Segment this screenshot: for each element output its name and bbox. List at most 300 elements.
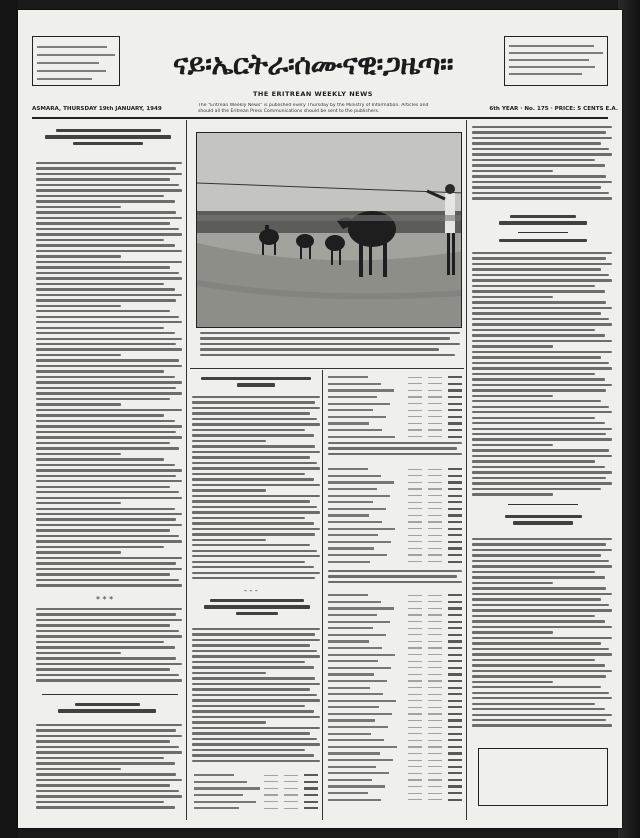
text-line — [192, 511, 320, 513]
text-line — [472, 417, 595, 419]
text-line — [472, 252, 612, 254]
photograph-icon — [197, 133, 462, 328]
text-line — [472, 493, 553, 495]
text-line — [192, 456, 310, 458]
text-line — [200, 332, 460, 334]
text-line — [192, 451, 320, 453]
scan-border-left — [0, 0, 18, 838]
center-second-body — [192, 628, 320, 768]
text-line — [472, 482, 612, 484]
text-line — [472, 664, 605, 666]
text-line — [36, 502, 121, 504]
table-row — [328, 717, 462, 724]
text-line — [472, 697, 612, 699]
text-line — [328, 453, 462, 455]
text-line — [472, 471, 612, 473]
text-line — [36, 250, 182, 252]
text-line — [36, 398, 170, 400]
text-line — [192, 688, 310, 690]
text-line — [36, 211, 176, 213]
text-line — [328, 575, 457, 577]
text-line — [36, 233, 182, 235]
text-line — [192, 517, 305, 519]
newspaper-page — [18, 10, 622, 828]
text-line — [472, 538, 612, 540]
text-line — [192, 401, 315, 403]
center-ornament: - - - — [244, 586, 258, 595]
left-second-body — [36, 724, 182, 816]
table-row — [328, 479, 462, 486]
table-row — [328, 407, 462, 414]
left-article-body — [36, 162, 182, 592]
center-price-list — [194, 772, 318, 812]
text-line — [36, 359, 179, 361]
text-line — [36, 392, 182, 394]
text-line — [192, 544, 310, 546]
text-line — [472, 433, 606, 435]
text-line — [192, 555, 320, 557]
text-line — [472, 406, 609, 408]
text-line — [36, 497, 182, 499]
text-line — [472, 708, 605, 710]
text-line — [192, 655, 320, 657]
text-line — [192, 528, 320, 530]
table-row — [328, 671, 462, 678]
text-line — [472, 279, 612, 281]
text-line — [36, 513, 182, 515]
text-line — [472, 395, 553, 397]
text-line — [192, 727, 320, 729]
text-line — [472, 576, 605, 578]
text-line — [36, 551, 121, 553]
price-list-top — [328, 374, 462, 440]
text-line — [200, 337, 450, 339]
text-line — [472, 340, 612, 342]
right-article-body — [472, 252, 612, 500]
left-article-headline — [38, 126, 178, 156]
text-line — [328, 442, 462, 444]
table-row — [328, 492, 462, 499]
text-line — [36, 431, 176, 433]
text-line — [36, 343, 176, 345]
text-line — [36, 173, 182, 175]
text-line — [472, 290, 605, 292]
text-line — [36, 288, 175, 290]
text-line — [472, 126, 612, 128]
text-line — [472, 598, 601, 600]
table-row — [328, 506, 462, 513]
text-line — [36, 381, 182, 383]
text-line — [472, 422, 605, 424]
table-row — [328, 414, 462, 421]
table-row — [328, 658, 462, 665]
text-line — [36, 316, 179, 318]
text-line — [36, 779, 182, 781]
text-line — [192, 418, 317, 420]
table-row — [328, 783, 462, 790]
right-divider — [508, 504, 578, 505]
table-row — [328, 632, 462, 639]
text-line — [192, 677, 315, 679]
text-line — [472, 175, 606, 177]
text-line — [472, 192, 609, 194]
text-line — [472, 477, 606, 479]
text-line — [36, 584, 182, 586]
right-second-heading — [488, 236, 598, 248]
text-line — [36, 370, 164, 372]
table-row — [328, 691, 462, 698]
table-row — [328, 744, 462, 751]
text-line — [36, 321, 182, 323]
table-row — [328, 711, 462, 718]
text-line — [36, 768, 121, 770]
text-line — [36, 167, 176, 169]
newspaper-title: ናይ፡ኤርትራ፡ሰሙናዊ፡ጋዜጣ። — [172, 47, 454, 81]
text-line — [472, 438, 612, 440]
masthead-left-ear — [32, 36, 120, 86]
text-line — [36, 228, 179, 230]
text-line — [36, 641, 164, 643]
text-line — [192, 506, 317, 508]
text-line — [192, 566, 314, 568]
text-line — [472, 153, 612, 155]
text-line — [36, 447, 179, 449]
text-line — [472, 571, 595, 573]
text-line — [192, 633, 315, 635]
table-row — [328, 605, 462, 612]
text-line — [192, 683, 320, 685]
text-line — [472, 400, 601, 402]
text-line — [36, 540, 182, 542]
text-line — [192, 467, 320, 469]
text-line — [472, 686, 601, 688]
issue-year-price: 6th YEAR · No. 175 · PRICE: 5 CENTS E.A. — [489, 106, 618, 112]
text-line — [36, 608, 182, 610]
text-line — [36, 206, 121, 208]
table-row — [328, 539, 462, 546]
table-row — [328, 532, 462, 539]
right-short-rule — [518, 232, 568, 233]
text-line — [36, 568, 182, 570]
text-line — [36, 189, 182, 191]
text-line — [192, 710, 314, 712]
text-line — [200, 354, 455, 356]
text-line — [472, 131, 606, 133]
text-line — [192, 743, 320, 745]
text-line — [36, 751, 182, 753]
text-line — [472, 384, 612, 386]
text-line — [472, 714, 612, 716]
text-line — [472, 604, 609, 606]
text-line — [192, 738, 317, 740]
table-row — [328, 777, 462, 784]
table-row — [328, 545, 462, 552]
text-line — [192, 644, 310, 646]
text-line — [36, 635, 182, 637]
text-line — [36, 773, 176, 775]
text-line — [36, 546, 164, 548]
text-line — [472, 543, 606, 545]
text-line — [36, 387, 176, 389]
table-row — [328, 525, 462, 532]
text-line — [36, 244, 175, 246]
text-line — [192, 721, 266, 723]
section-ornament: * * * — [96, 595, 114, 604]
text-line — [36, 508, 175, 510]
table-row — [328, 724, 462, 731]
left-short-notice — [36, 608, 182, 688]
table-row — [328, 730, 462, 737]
text-line — [36, 619, 182, 621]
table-row — [328, 704, 462, 711]
text-line — [192, 473, 305, 475]
text-line — [192, 484, 320, 486]
text-line — [192, 522, 314, 524]
table-row — [328, 651, 462, 658]
text-line — [36, 305, 121, 307]
text-line — [192, 732, 310, 734]
text-line — [36, 630, 179, 632]
text-line — [36, 184, 179, 186]
table-row — [328, 499, 462, 506]
text-line — [36, 348, 182, 350]
price-list-note-2 — [328, 570, 462, 590]
text-line — [192, 440, 266, 442]
price-list-middle — [328, 466, 462, 565]
table-row — [328, 750, 462, 757]
text-line — [472, 681, 553, 683]
text-line — [192, 478, 314, 480]
text-line — [192, 754, 314, 756]
text-line — [472, 582, 553, 584]
text-line — [192, 749, 305, 751]
text-line — [472, 285, 595, 287]
text-line — [192, 550, 317, 552]
text-line — [472, 411, 612, 413]
text-line — [472, 296, 553, 298]
text-line — [472, 318, 609, 320]
text-line — [36, 327, 164, 329]
text-line — [36, 217, 182, 219]
text-line — [192, 489, 266, 491]
text-line — [472, 170, 553, 172]
text-line — [472, 642, 601, 644]
text-line — [472, 449, 609, 451]
text-line — [472, 181, 612, 183]
right-boxed-notice — [478, 748, 608, 806]
text-line — [192, 705, 305, 707]
text-line — [36, 283, 164, 285]
text-line — [192, 500, 310, 502]
newspaper-subtitle: THE ERITREAN WEEKLY NEWS — [253, 90, 373, 98]
text-line — [192, 412, 310, 414]
table-row — [328, 796, 462, 803]
text-line — [36, 354, 121, 356]
text-line — [472, 455, 612, 457]
text-line — [36, 679, 182, 681]
text-line — [472, 565, 612, 567]
text-line — [36, 724, 182, 726]
text-line — [36, 266, 170, 268]
left-second-headline — [42, 700, 172, 720]
text-line — [36, 195, 164, 197]
text-line — [472, 460, 595, 462]
text-line — [192, 539, 266, 541]
text-line — [328, 447, 457, 449]
price-list-bottom — [328, 592, 462, 803]
text-line — [192, 699, 320, 701]
text-line — [36, 442, 170, 444]
text-line — [200, 348, 439, 350]
text-line — [36, 486, 170, 488]
text-line — [472, 137, 612, 139]
table-row — [328, 433, 462, 440]
text-line — [472, 560, 609, 562]
text-line — [472, 466, 605, 468]
table-row — [194, 779, 318, 786]
center-second-headline — [198, 596, 316, 626]
table-row — [328, 381, 462, 388]
text-line — [472, 659, 595, 661]
text-line — [36, 668, 170, 670]
text-line — [192, 716, 320, 718]
text-line — [36, 557, 182, 559]
text-line — [36, 332, 175, 334]
text-line — [36, 491, 179, 493]
text-line — [328, 581, 462, 583]
text-line — [472, 554, 601, 556]
text-line — [36, 475, 176, 477]
text-line — [472, 268, 601, 270]
table-row — [328, 427, 462, 434]
text-line — [472, 148, 609, 150]
text-line — [36, 409, 182, 411]
column-rule-3 — [466, 120, 467, 820]
text-line — [36, 535, 179, 537]
text-line — [192, 434, 314, 436]
text-line — [472, 609, 612, 611]
table-row — [328, 400, 462, 407]
text-line — [192, 572, 320, 574]
table-row — [328, 612, 462, 619]
table-row — [328, 519, 462, 526]
table-row — [194, 792, 318, 799]
text-line — [36, 529, 170, 531]
text-line — [192, 639, 320, 641]
table-row — [194, 798, 318, 805]
text-line — [472, 362, 609, 364]
table-row — [328, 770, 462, 777]
text-line — [36, 178, 170, 180]
front-page-photo — [196, 132, 462, 328]
table-row — [328, 698, 462, 705]
text-line — [472, 274, 609, 276]
photo-divider — [190, 368, 464, 369]
text-line — [192, 666, 314, 668]
table-row — [328, 473, 462, 480]
text-line — [472, 549, 612, 551]
text-line — [36, 480, 182, 482]
center-article-body — [192, 396, 320, 584]
text-line — [36, 740, 170, 742]
text-line — [472, 444, 553, 446]
table-row — [194, 805, 318, 812]
text-line — [192, 694, 317, 696]
text-line — [192, 533, 315, 535]
text-line — [36, 261, 182, 263]
text-line — [36, 222, 170, 224]
column-rule-1 — [186, 120, 187, 820]
text-line — [192, 495, 320, 497]
table-row — [328, 420, 462, 427]
text-line — [472, 263, 612, 265]
text-line — [472, 164, 605, 166]
text-line — [472, 593, 612, 595]
table-row — [328, 552, 462, 559]
text-line — [192, 628, 320, 630]
left-divider — [42, 694, 178, 695]
text-line — [192, 462, 317, 464]
table-row — [194, 772, 318, 779]
text-line — [472, 653, 612, 655]
column-rule-2 — [322, 370, 323, 820]
right-sub-heading — [488, 212, 598, 230]
text-line — [36, 469, 182, 471]
text-line — [192, 760, 320, 762]
text-line — [472, 631, 553, 633]
table-row — [328, 763, 462, 770]
text-line — [36, 784, 170, 786]
text-line — [36, 795, 182, 797]
table-row — [328, 618, 462, 625]
text-line — [192, 407, 320, 409]
photo-caption — [200, 332, 460, 364]
text-line — [472, 312, 601, 314]
text-line — [36, 663, 182, 665]
right-third-headline — [488, 512, 598, 532]
table-row — [328, 757, 462, 764]
table-row — [328, 625, 462, 632]
masthead-rule — [32, 117, 608, 119]
text-line — [36, 735, 182, 737]
text-line — [36, 762, 175, 764]
text-line — [472, 719, 606, 721]
text-line — [36, 524, 182, 526]
text-line — [472, 648, 609, 650]
table-row — [328, 486, 462, 493]
text-line — [472, 159, 595, 161]
text-line — [472, 703, 595, 705]
text-line — [472, 334, 605, 336]
text-line — [36, 657, 176, 659]
text-line — [472, 307, 612, 309]
text-line — [472, 615, 595, 617]
text-line — [192, 429, 305, 431]
text-line — [200, 343, 460, 345]
text-line — [36, 562, 176, 564]
text-line — [472, 329, 595, 331]
text-line — [36, 403, 121, 405]
text-line — [36, 757, 164, 759]
text-line — [36, 376, 175, 378]
text-line — [472, 257, 606, 259]
text-line — [36, 255, 121, 257]
text-line — [36, 420, 175, 422]
text-line — [472, 373, 595, 375]
table-row — [328, 558, 462, 565]
table-row — [328, 678, 462, 685]
center-headline — [194, 374, 318, 392]
